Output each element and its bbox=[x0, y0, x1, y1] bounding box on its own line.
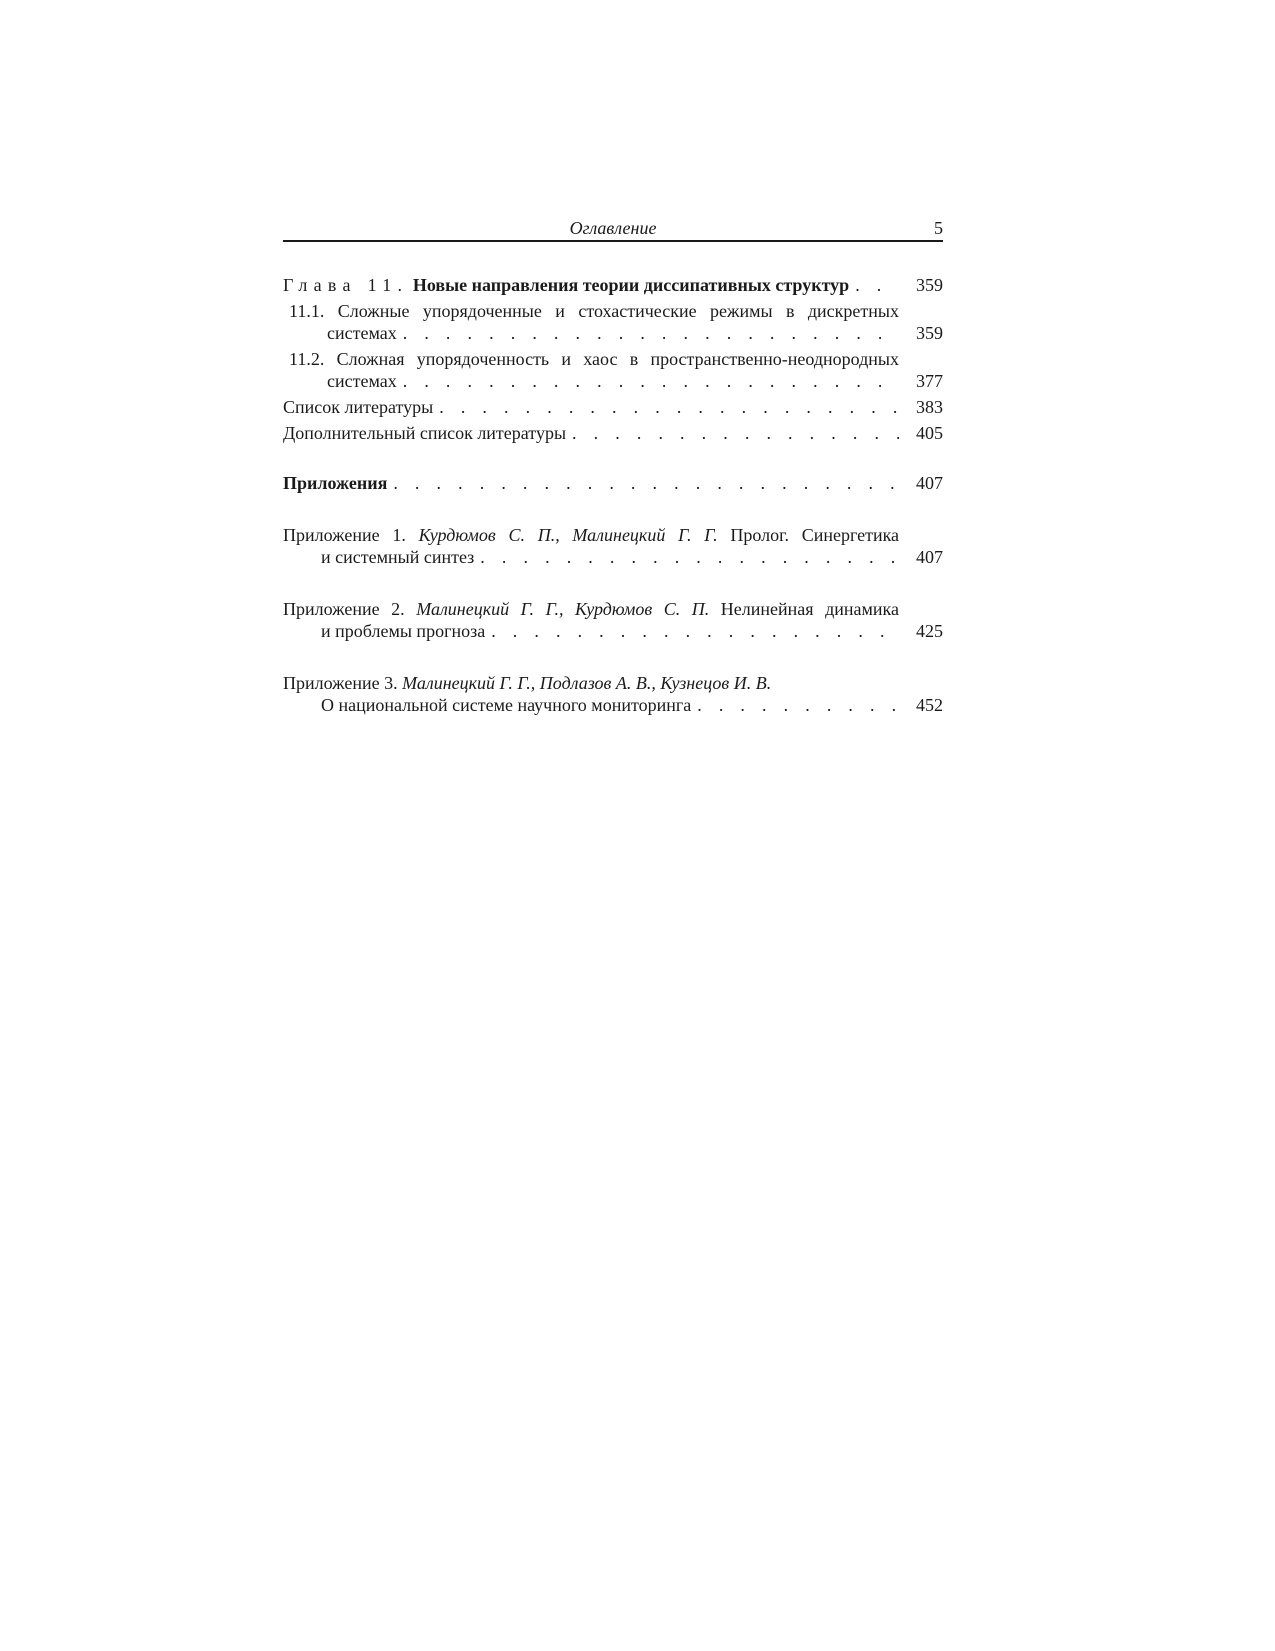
section-number: 11.1. bbox=[289, 301, 325, 321]
leader-dots bbox=[480, 546, 899, 568]
section-number: 11.2. bbox=[289, 349, 325, 369]
entry-title: Приложения bbox=[283, 473, 388, 493]
page-number: 377 bbox=[916, 371, 943, 391]
toc-entry-appendix-2[interactable] bbox=[283, 598, 943, 642]
leader-dots bbox=[491, 620, 899, 642]
running-head bbox=[283, 214, 943, 242]
section-title-line2: системах bbox=[327, 323, 397, 343]
appendix-authors: Малинецкий Г. Г., Курдюмов С. П. bbox=[416, 599, 710, 619]
page-number: 405 bbox=[916, 423, 943, 443]
appendix-authors: Малинецкий Г. Г., Подлазов А. В., Кузнецов И. В. bbox=[402, 673, 772, 693]
section-title-line2: системах bbox=[327, 371, 397, 391]
page-number: 359 bbox=[916, 323, 943, 343]
page-number: 359 bbox=[916, 275, 943, 295]
chapter-prefix: Глава 11. bbox=[283, 275, 409, 295]
leader-dots bbox=[855, 274, 899, 296]
section-title-line1: Сложная упорядоченность и хаос в пространственно-неоднородных bbox=[336, 349, 899, 369]
section-title-line1: Сложные упорядоченные и стохастические режимы в дискретных bbox=[337, 301, 899, 321]
leader-dots bbox=[403, 322, 899, 344]
page-number: 383 bbox=[916, 397, 943, 417]
entry-title: Список литературы bbox=[283, 397, 434, 417]
toc-entry-chapter-11[interactable] bbox=[283, 274, 943, 296]
appendix-title-part1: Пролог. Синергетика bbox=[730, 525, 900, 545]
appendix-title-part2: и проблемы прогноза bbox=[321, 621, 486, 641]
toc-entry-section-11-1[interactable] bbox=[283, 300, 943, 344]
leader-dots bbox=[572, 422, 899, 444]
appendix-prefix: Приложение 2. bbox=[283, 599, 405, 619]
chapter-title: Новые направления теории диссипативных структур bbox=[412, 275, 850, 295]
toc-entry-section-11-2[interactable] bbox=[283, 348, 943, 392]
page-number: 452 bbox=[916, 695, 943, 715]
leader-dots bbox=[393, 472, 899, 494]
leader-dots bbox=[697, 694, 899, 716]
leader-dots bbox=[439, 396, 899, 418]
appendix-title-part1: Нелинейная динамика bbox=[720, 599, 900, 619]
appendix-title-part2: О национальной системе научного мониторинга bbox=[321, 695, 692, 715]
leader-dots bbox=[403, 370, 899, 392]
appendix-authors: Курдюмов С. П., Малинецкий Г. Г. bbox=[418, 525, 718, 545]
appendix-title-part2: и системный синтез bbox=[321, 547, 475, 567]
toc-entry-appendix-1[interactable] bbox=[283, 524, 943, 568]
page bbox=[283, 214, 943, 716]
toc-entry-appendix-3[interactable] bbox=[283, 672, 943, 716]
running-head-page-number: 5 bbox=[934, 218, 943, 238]
running-head-title: Оглавление bbox=[569, 218, 657, 238]
page-number: 425 bbox=[916, 621, 943, 641]
page-number: 407 bbox=[916, 547, 943, 567]
toc-entry-extra-references[interactable] bbox=[283, 422, 943, 444]
table-of-contents bbox=[283, 274, 943, 716]
toc-entry-references[interactable] bbox=[283, 396, 943, 418]
toc-entry-appendices[interactable] bbox=[283, 472, 943, 494]
entry-title: Дополнительный список литературы bbox=[283, 423, 567, 443]
appendix-prefix: Приложение 1. bbox=[283, 525, 406, 545]
appendix-prefix: Приложение 3. bbox=[283, 673, 398, 693]
page-number: 407 bbox=[916, 473, 943, 493]
